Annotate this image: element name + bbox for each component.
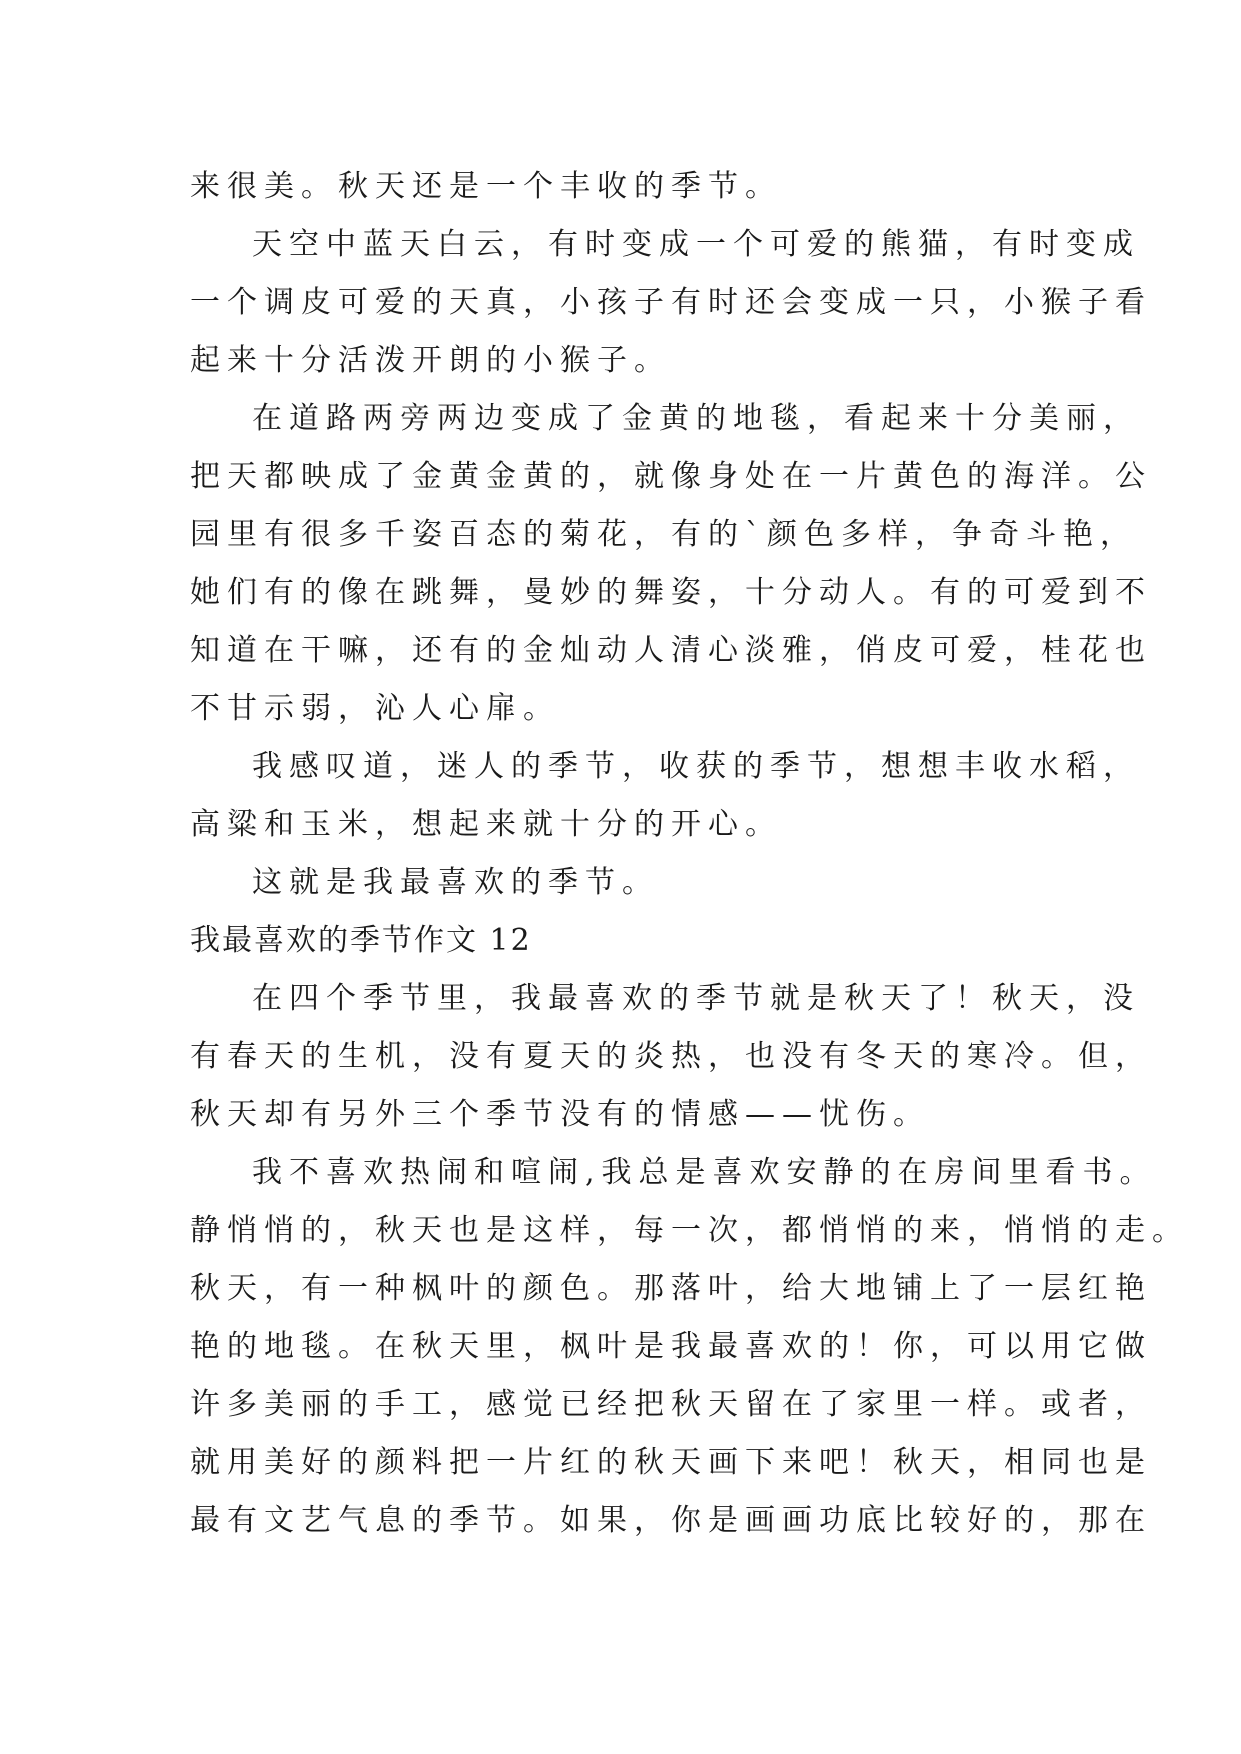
- text-line: 在四个季节里，我最喜欢的季节就是秋天了！秋天，没: [252, 981, 1140, 1016]
- text-line: 许多美丽的手工，感觉已经把秋天留在了家里一样。或者，: [190, 1387, 1152, 1422]
- text-line: 有春天的生机，没有夏天的炎热，也没有冬天的寒冷。但，: [190, 1039, 1152, 1074]
- text-line: 起来十分活泼开朗的小猴子。: [190, 343, 671, 378]
- text-line: 知道在干嘛，还有的金灿动人清心淡雅，俏皮可爱，桂花也: [190, 633, 1152, 668]
- paragraph: [190, 390, 1152, 738]
- text-line: 不甘示弱，沁人心扉。: [190, 691, 560, 726]
- text-line: 最有文艺气息的季节。如果，你是画画功底比较好的，那在: [190, 1503, 1152, 1538]
- paragraph: [190, 970, 1152, 1144]
- paragraph: [190, 1144, 1189, 1550]
- text-line: 把天都映成了金黄金黄的，就像身处在一片黄色的海洋。公: [190, 459, 1152, 494]
- text-line: 高粱和玉米，想起来就十分的开心。: [190, 807, 782, 842]
- text-line: 静悄悄的，秋天也是这样，每一次，都悄悄的来，悄悄的走。: [190, 1213, 1189, 1248]
- text-line: 天空中蓝天白云，有时变成一个可爱的熊猫，有时变成: [252, 227, 1140, 262]
- text-line: 来很美。秋天还是一个丰收的季节。: [190, 169, 782, 204]
- section-heading: [190, 912, 1060, 970]
- paragraph: [190, 158, 1060, 216]
- text-line: 就用美好的颜料把一片红的秋天画下来吧！秋天，相同也是: [190, 1445, 1152, 1480]
- paragraph: [190, 216, 1152, 390]
- text-line: 这就是我最喜欢的季节。: [252, 865, 659, 900]
- text-line: 我感叹道，迷人的季节，收获的季节，想想丰收水稻，: [252, 749, 1140, 784]
- text-line: 秋天却有另外三个季节没有的情感——忧伤。: [190, 1097, 930, 1132]
- paragraph: [190, 854, 1060, 912]
- text-line: 秋天，有一种枫叶的颜色。那落叶，给大地铺上了一层红艳: [190, 1271, 1152, 1306]
- document-body: [190, 158, 1189, 1550]
- paragraph: [190, 738, 1140, 854]
- text-line: 她们有的像在跳舞，曼妙的舞姿，十分动人。有的可爱到不: [190, 575, 1152, 610]
- heading-text: 我最喜欢的季节作文 12: [190, 923, 532, 958]
- text-line: 一个调皮可爱的天真，小孩子有时还会变成一只，小猴子看: [190, 285, 1152, 320]
- text-line: 我不喜欢热闹和喧闹,我总是喜欢安静的在房间里看书。: [252, 1155, 1157, 1190]
- text-line: 艳的地毯。在秋天里，枫叶是我最喜欢的！你，可以用它做: [190, 1329, 1152, 1364]
- text-line: 在道路两旁两边变成了金黄的地毯，看起来十分美丽，: [252, 401, 1140, 436]
- text-line: 园里有很多千姿百态的菊花，有的`颜色多样，争奇斗艳，: [190, 517, 1137, 552]
